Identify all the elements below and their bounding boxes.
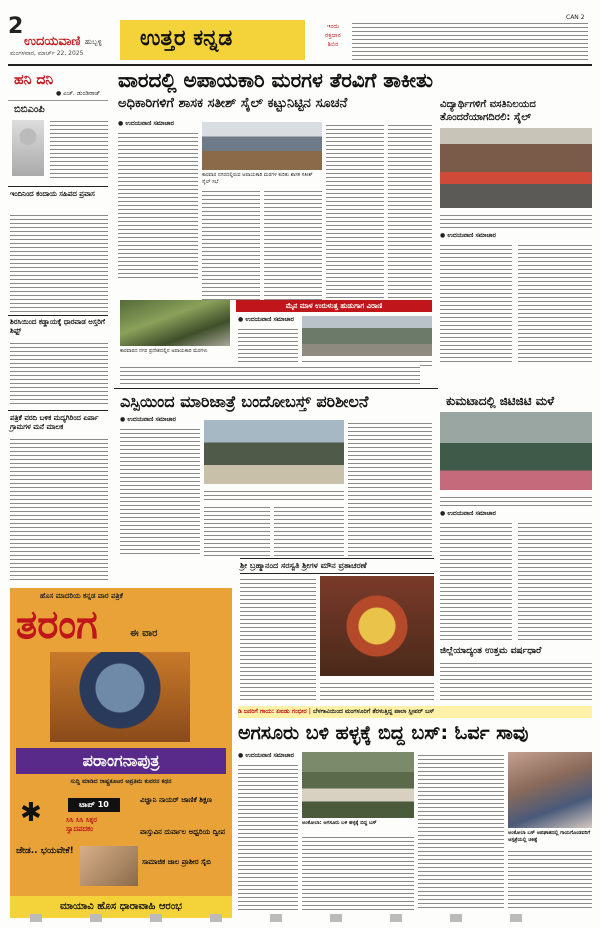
hospital-photo xyxy=(508,752,592,828)
police-photo xyxy=(204,420,344,484)
ad-feature: ಪರಾಂಗನಾಪುತ್ರ xyxy=(16,748,226,774)
ad-item1: ಸಿಸಿ ಸಿಸಿ ಸಿಕ್ಕರ ಸ್ವಾದಪದಕಂ xyxy=(66,816,97,833)
promo-bot: ಶಿಬಿರ xyxy=(327,41,339,48)
poem-title: ಬಿಬಿಎಂಪಿ xyxy=(14,104,45,115)
left-divider-1 xyxy=(8,186,108,187)
right-byline: ● ಉದಯವಾಣಿ ಸಮಾಚಾರ xyxy=(440,232,496,239)
tree-photo-caption: ಕಾರವಾರದ ನಗರ ಪ್ರದೇಶದಲ್ಲಿನ ಅಪಾಯಕಾರಿ ಮರಗಳು xyxy=(120,348,208,354)
police-caption xyxy=(204,488,344,500)
left-story3-body xyxy=(10,436,108,582)
bottom-col-1 xyxy=(238,762,298,910)
bottom-byline: ● ಉದಯವಾಣಿ ಸಮಾಚಾರ xyxy=(238,752,294,759)
top-col-2 xyxy=(202,188,260,300)
top-col-1 xyxy=(118,130,198,280)
ad-magazine: ತರಂಗ xyxy=(16,602,98,648)
mid-rule xyxy=(114,388,438,389)
spider-icon: ✱ xyxy=(20,798,42,828)
rain-col-2 xyxy=(518,520,592,640)
marijuana-headline: ಎಸ್ಪಿಯಿಂದ ಮಾರಿಜಾತ್ರೆ ಬಂದೋಬಸ್ತ್ ಪರಿಶೀಲನೆ xyxy=(120,392,369,411)
meeting-photo-caption: ಕಾರವಾರ ನಗರದಲ್ಲಿರುವ ಅಪಾಯಕಾರಿ ಮರಗಳ ಕುರಿತು ಶಾಸಕ ಸತೀಶ್ ಸೈಲ್ ಸಭೆ xyxy=(202,172,313,185)
right-headline: ವಿದ್ಯಾರ್ಥಿಗಳಿಗೆ ವಸತಿನಿಲಯದ ತೊಂದರೆಯಾಗದಿರಲಿ: ಸೈಲ್ xyxy=(440,99,536,123)
right-col-2 xyxy=(518,242,592,362)
registration-marks xyxy=(30,914,570,922)
ad-item4: ಜೇಡ.. ಭಯವೇಕೆ! xyxy=(16,846,74,856)
top-col-5 xyxy=(388,122,432,300)
strip-left: ಡಿ ಜನರಿಗೆ ಗಾಯ: ಏಐಡು ಗಂಭೀರ xyxy=(238,708,307,715)
bottom-strip: ಡಿ ಜನರಿಗೆ ಗಾಯ: ಏಐಡು ಗಂಭೀರ | ಬೆಳಗಾವಿಯಿಂದ ಮಂಗಳೂರಿಗೆ ತೆರಳುತ್ತಿದ್ದ ಪಾಲಾ ಸ್ಲೀಪರ್ ಬಸ್ xyxy=(238,706,592,718)
hani-dani-title: ಹನಿ ದನಿ xyxy=(14,72,54,88)
ad-item2: ವಿಜ್ಞಾನಿ ನಾಯರ್ ಜಾಣಿಕೆ ಶಿಕ್ಷಣ xyxy=(140,796,212,804)
tree-photo xyxy=(120,300,230,346)
bottom-headline: ಅಗಸೂರು ಬಳಿ ಹಳ್ಳಕ್ಕೆ ಬಿದ್ದ ಬಸ್: ಓರ್ವ ಸಾವು xyxy=(238,722,529,744)
left-divider-3 xyxy=(8,410,108,411)
ad-child-photo xyxy=(80,846,138,886)
top-headline: ವಾರದಲ್ಲಿ ಅಪಾಯಕಾರಿ ಮರಗಳ ತೆರವಿಗೆ ತಾಕೀತು xyxy=(118,68,433,92)
pooja-caption xyxy=(320,680,434,700)
rain-col-1 xyxy=(440,520,512,640)
marijuana-byline: ● ಉದಯವಾಣಿ ಸಮಾಚಾರ xyxy=(120,416,176,423)
bottom-col-4 xyxy=(508,848,592,910)
left-story2-body xyxy=(10,340,108,406)
ad-item5: ಸಾಮಾಜಿಕ ಜಾಲ ಪ್ರಾಶೀರ ಸೈಬಿ xyxy=(142,858,211,866)
header-rule xyxy=(8,64,592,66)
mid-byline: ● ಉದಯವಾಣಿ ಸಮಾಚಾರ xyxy=(238,316,294,323)
poem-body xyxy=(50,118,108,180)
hospital-caption: ಅಂಕೋಲಾ ಬಸ್ ಅಪಘಾತದಲ್ಲಿ ಗಾಯಗೊಂಡವರಿಗೆ ಆಸ್ಪತ್ರೆಯಲ್ಲಿ ಚಿಕಿತ್ಸೆ xyxy=(508,830,591,843)
rain-caption xyxy=(440,494,592,506)
bus-photo xyxy=(302,752,414,818)
page-tag: CAN 2 xyxy=(566,14,585,21)
left-story1-body xyxy=(10,212,108,312)
ad-item3: ವಾಸ್ತುವಿನ ದುರ್ವಾಲ ಅಧ್ವರಿಯ ದ್ವೀಪ xyxy=(140,828,225,836)
marijuana-col-4 xyxy=(348,420,432,556)
meeting-photo xyxy=(202,122,322,170)
rain-photo xyxy=(440,412,592,490)
rain-byline: ● ಉದಯವಾಣಿ ಸಮಾಚಾರ xyxy=(440,510,496,517)
marijuana-col-1 xyxy=(120,426,200,556)
mid-col-1 xyxy=(238,326,298,366)
bottom-col-3 xyxy=(418,752,504,910)
edition: ಹುಬ್ಬಳ್ಳಿ xyxy=(85,38,102,46)
mid-col-2 xyxy=(120,364,420,384)
rain-good-body xyxy=(440,660,592,702)
section-title: ಉತ್ತರ ಕನ್ನಡ xyxy=(140,26,233,51)
taranga-ad xyxy=(10,588,232,918)
left-story2-title: ಶಿರಸಿಯಿಂದ ಕಡ್ಡಾಯಕ್ಕೆ ಧಾರವಾಡ ಅಸ್ತರಿಗೆ ಶಿಫ್ಟ್ xyxy=(10,318,105,335)
top-subhead: ಅಧಿಕಾರಿಗಳಿಗೆ ಶಾಸಕ ಸತೀಶ್ ಸೈಲ್ ಕಟ್ಟುನಿಟ್ಟಿನ ಸೂಚನೆ xyxy=(118,96,348,111)
pooja-photo xyxy=(320,576,434,676)
top-col-4 xyxy=(326,122,384,300)
poem-illustration xyxy=(12,120,44,176)
promo-mid: ರಕ್ತದಾನ xyxy=(325,32,341,39)
hani-dani-author: ● ಎಚ್. ಡುಂಡಿರಾಜ್ xyxy=(56,90,101,97)
students-photo xyxy=(440,128,592,208)
right-col-1 xyxy=(440,242,512,362)
marijuana-col-2 xyxy=(204,504,270,556)
ad-magazine-sub: ಈ ವಾರ xyxy=(130,628,158,639)
road-photo xyxy=(302,316,432,356)
top-byline: ● ಉದಯವಾಣಿ ಸಮಾಚಾರ xyxy=(118,120,174,127)
left-divider-2 xyxy=(8,315,108,316)
left-story1-title: ಇಂದಿನಿಂದ ಕಂದಾಯ ಸಹಿಪದ ಪ್ರವಾಸ xyxy=(10,190,95,198)
mid-red-banner: ಮೈನ ಮಾಳ ಉರುಳುತ್ತ ಹುಡುಗಾಗ ವಿರಾಣಿ xyxy=(236,300,432,312)
pooja-col-1 xyxy=(240,576,316,702)
date: ಮಂಗಳವಾರ, ಮಾರ್ಚ್ 22, 2025 xyxy=(10,50,84,57)
ad-footer: ಮಾಯಾವಿ ಹೊಸ ಧಾರಾವಾಹಿ ಆರಂಭ xyxy=(10,896,232,918)
ad-illustration xyxy=(50,652,190,742)
pooja-banner: ಶ್ರೀ ಬ್ರಹ್ಮಾನಂದ ಸರಸ್ವತಿ ಶ್ರೀಗಳ ಮೌನ ವ್ರತಾಚರಣೆ xyxy=(240,558,434,574)
rain-good-title: ಜಿಲ್ಲೆಯಾದ್ಯಂತ ಉತ್ತಮ ವರ್ಷಧಾರೆ xyxy=(440,646,542,656)
top-col-3 xyxy=(264,188,322,300)
masthead: ಉದಯವಾಣಿ xyxy=(24,34,81,49)
promo-box xyxy=(318,22,348,49)
ad-feature-sub: ಸುದ್ದಿ ಮಾಡಿದ ರಾಷ್ಟ್ರಕೂಟರ ಅಪ್ರತಿಮ ಕುವರನ ಕಥನ xyxy=(70,778,172,785)
bottom-col-2 xyxy=(302,834,414,910)
bus-caption: ಅಂಕೋಲಾ: ಅಗಸೂರು ಬಳಿ ಹಳ್ಳಕ್ಕೆ ಬಿದ್ದ ಬಸ್ xyxy=(302,820,377,826)
ad-top10: ಟಾಪ್ 10 xyxy=(68,798,120,812)
strip-right: ಬೆಳಗಾವಿಯಿಂದ ಮಂಗಳೂರಿಗೆ ತೆರಳುತ್ತಿದ್ದ ಪಾಲಾ ಸ್ಲೀಪರ್ ಬಸ್ xyxy=(313,708,435,715)
promo-top: ಇಂದು xyxy=(326,23,340,30)
right-caption xyxy=(440,212,592,228)
marijuana-col-3 xyxy=(274,504,344,556)
header-brief xyxy=(352,20,588,60)
rain-headline: ಕುಮಟಾದಲ್ಲಿ ಜಿಟಿಜಿಟಿ ಮಳೆ xyxy=(446,394,555,408)
page-number: 2 xyxy=(8,14,24,39)
left-story3-title: ಪತ್ರಿಕೆ ವರದಿ ಬಳಿಕ ಮದ್ಯಗಿರಿಂದ ಏರ್ಪಾ ಗ್ರಾಮಗಳ ಮನೆ ಮಾಲಕ xyxy=(10,414,99,431)
ad-tagline: ಹೊಸ ಮಾದರಿಯ ಕನ್ನಡ ವಾರ ಪತ್ರಿಕೆ xyxy=(40,592,123,600)
